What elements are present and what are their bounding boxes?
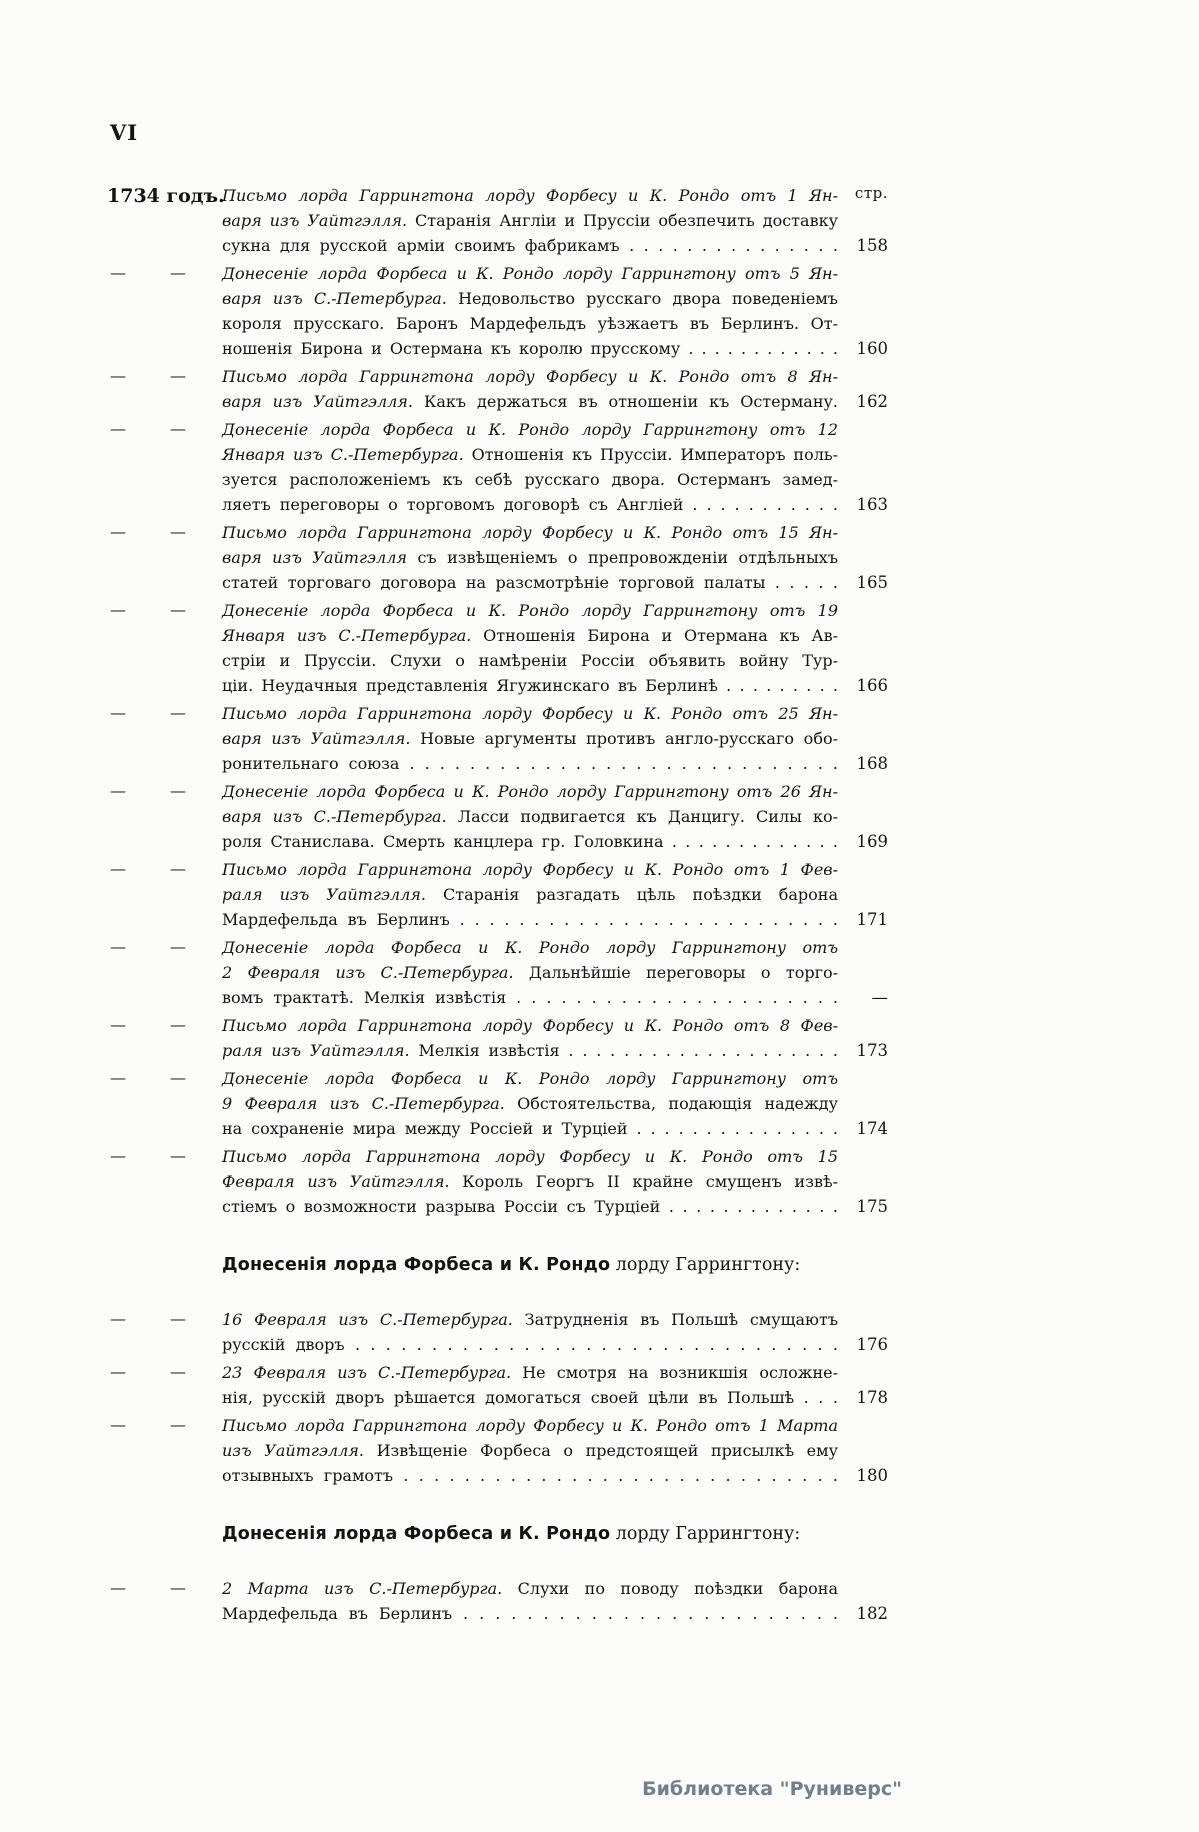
ditto-dash-icon: — (110, 937, 126, 956)
ditto-marks (107, 1578, 186, 1597)
entry-text (222, 1013, 838, 1063)
entry-desc-run: Не смотря на возникшія осложне- (522, 1363, 838, 1382)
entry-line (222, 1332, 838, 1357)
entry-line (222, 1091, 838, 1116)
entry-title-run: изъ Уайтгэлля. (222, 1441, 377, 1460)
entry-title-run: Февраля изъ Уайтгэлля. (222, 1172, 463, 1191)
entry-text (222, 857, 838, 932)
toc-entry (107, 1307, 888, 1357)
ditto-dash-icon: — (170, 703, 186, 722)
ditto-dash-icon: — (110, 1362, 126, 1381)
entry-desc-run: Слухи по поводу поѣздки барона (517, 1579, 838, 1598)
ditto-marks (107, 1068, 186, 1087)
entry-title-run: 2 Марта изъ С.-Петербурга. (222, 1579, 518, 1598)
entry-text (222, 701, 838, 776)
entry-desc-run: Отношенія къ Пруссіи. Императоръ поль- (471, 445, 839, 464)
entry-marker (107, 1013, 222, 1034)
entry-text (222, 1576, 838, 1626)
entry-title-run: Донесеніе лорда Форбеса и К. Рондо лорду Гаррингтону отъ 12 (222, 420, 838, 439)
ditto-dash-icon: — (170, 366, 186, 385)
entry-marker (107, 1576, 222, 1597)
toc-entry (107, 261, 888, 361)
entry-line (222, 1066, 838, 1091)
toc-items (107, 183, 888, 1626)
ditto-dash-icon: — (110, 366, 126, 385)
entry-line (222, 570, 838, 595)
entry-marker (107, 1413, 222, 1434)
heading-indent (107, 1522, 222, 1524)
entry-text (222, 1144, 838, 1219)
entry-line (222, 233, 838, 258)
entry-line (222, 1169, 838, 1194)
entry-text (222, 520, 838, 595)
entry-desc-run: Мардефельда въ Берлинъ . . . . . . . . . . . . . . . . . . . . . . . . (222, 1604, 838, 1623)
entry-text (222, 1307, 838, 1357)
entry-title-run: Января изъ С.-Петербурга. (222, 626, 484, 645)
entry-text (222, 1413, 838, 1488)
entry-desc-run: русскій дворъ . . . . . . . . . . . . . . . . . . . . . . . . . . . . . . . . (222, 1335, 838, 1354)
section-heading-bold: Донесенія лорда Форбеса и К. Рондо (222, 1255, 611, 1275)
ditto-dash-icon: — (170, 781, 186, 800)
entry-line (222, 907, 838, 932)
entry-line (222, 804, 838, 829)
entry-line (222, 286, 838, 311)
page-number: 176 (856, 1335, 888, 1354)
toc-entry (107, 417, 888, 517)
entry-desc-run: Старанія разгадать цѣль поѣздки барона (443, 885, 838, 904)
page-number: 166 (856, 676, 888, 695)
entry-line (222, 1576, 838, 1601)
ditto-dash-icon: — (110, 703, 126, 722)
ditto-dash-icon: — (170, 937, 186, 956)
section-heading (107, 1522, 888, 1546)
entry-line (222, 467, 838, 492)
entry-desc-run: Дальнѣйшіе переговоры о торго- (528, 963, 838, 982)
toc-entry (107, 701, 888, 776)
entry-desc-run: Король Георгъ II крайне смущенъ извѣ- (462, 1172, 839, 1191)
entry-desc-run: отзывныхъ грамотъ . . . . . . . . . . . . . . . . . . . . . . . . . . . . . (222, 1466, 838, 1485)
ditto-dash-icon: — (110, 781, 126, 800)
page-number: — (871, 988, 888, 1007)
heading-indent (107, 1253, 222, 1255)
ditto-marks (107, 703, 186, 722)
page-number: 171 (856, 910, 888, 929)
ditto-marks (107, 1362, 186, 1381)
entry-desc-run: на сохраненіе мира между Россіей и Турціей . . . . . . . . . . . . . . . (222, 1119, 838, 1138)
folio-label: VI (110, 120, 139, 145)
entry-title-run: 16 Февраля изъ С.-Петербурга. (222, 1310, 525, 1329)
entry-text (222, 364, 838, 414)
entry-desc-run: сукна для русской арміи своимъ фабрикамъ . . . . . . . . . . . . . . . (222, 236, 838, 255)
page-number: 163 (856, 495, 888, 514)
ditto-dash-icon: — (170, 600, 186, 619)
page-number: 175 (856, 1197, 888, 1216)
entry-desc-run: Старанія Англіи и Пруссіи обезпечить доставку (415, 211, 838, 230)
entry-line (222, 1413, 838, 1438)
footer-credit: Библиотека "Руниверс" (642, 1778, 902, 1800)
toc-entry (107, 1144, 888, 1219)
entry-title-run: 23 Февраля изъ С.-Петербурга. (222, 1363, 523, 1382)
entry-desc-run: нія, русскій дворъ рѣшается домогаться своей цѣли въ Польшѣ . . . (222, 1388, 838, 1407)
ditto-dash-icon: — (110, 1015, 126, 1034)
toc-entry (107, 1413, 888, 1488)
entry-desc-run: статей торговаго договора на разсмотрѣніе торговой палаты . . . . . (222, 573, 838, 592)
entry-line (222, 1601, 838, 1626)
page-number: 169 (856, 832, 888, 851)
entry-title-run: Письмо лорда Гаррингтона лорду Форбесу и К. Рондо отъ 15 (222, 1147, 838, 1166)
entry-desc-run: короля прусскаго. Баронъ Мардефельдъ уѣзжаетъ въ Берлинъ. От- (222, 314, 838, 333)
entry-text (222, 1066, 838, 1141)
page-number: 168 (856, 754, 888, 773)
entry-desc-run: съ извѣщеніемъ о препровожденіи отдѣльныхъ (417, 548, 838, 567)
entry-title-run: Письмо лорда Гаррингтона лорду Форбесу и К. Рондо отъ 25 Ян- (222, 704, 838, 723)
ditto-marks (107, 419, 186, 438)
toc-entry (107, 183, 888, 258)
page-number: 160 (856, 339, 888, 358)
entry-desc-run: Ласси подвигается къ Данцигу. Силы ко- (457, 807, 838, 826)
entry-line (222, 545, 838, 570)
ditto-marks (107, 1309, 186, 1328)
toc-entry (107, 1013, 888, 1063)
entry-marker (107, 364, 222, 385)
entry-text (222, 779, 838, 854)
ditto-marks (107, 366, 186, 385)
entry-line (222, 364, 838, 389)
ditto-marks (107, 522, 186, 541)
ditto-dash-icon: — (110, 1578, 126, 1597)
entry-line (222, 673, 838, 698)
section-heading-bold: Донесенія лорда Форбеса и К. Рондо (222, 1524, 611, 1544)
entry-title-run: Донесеніе лорда Форбеса и К. Рондо лорду Гаррингтону отъ (222, 1069, 838, 1088)
ditto-dash-icon: — (170, 263, 186, 282)
toc-entry (107, 1576, 888, 1626)
entry-line (222, 1307, 838, 1332)
ditto-marks (107, 1146, 186, 1165)
entry-title-run: Донесеніе лорда Форбеса и К. Рондо лорду Гаррингтону отъ 26 Ян- (222, 782, 838, 801)
entry-line (222, 1038, 838, 1063)
entry-line (222, 208, 838, 233)
entry-line (222, 1013, 838, 1038)
entry-line (222, 1360, 838, 1385)
page-number: 165 (856, 573, 888, 592)
toc-entry (107, 1066, 888, 1141)
ditto-dash-icon: — (170, 1415, 186, 1434)
entry-title-run: варя изъ Уайтгэлля. (222, 392, 424, 411)
entry-marker (107, 779, 222, 800)
entry-line (222, 623, 838, 648)
entry-line (222, 311, 838, 336)
ditto-dash-icon: — (110, 1309, 126, 1328)
ditto-dash-icon: — (110, 600, 126, 619)
entry-title-run: раля изъ Уайтгэлля. (222, 1041, 419, 1060)
section-heading-rest: лорду Гаррингтону: (610, 1524, 801, 1544)
entry-text (222, 183, 838, 258)
entry-desc-run: Обстоятельства, подающія надежду (517, 1094, 839, 1113)
section-heading-rest: лорду Гаррингтону: (610, 1255, 801, 1275)
ditto-dash-icon: — (110, 1068, 126, 1087)
entry-marker (107, 598, 222, 619)
entry-title-run: Письмо лорда Гаррингтона лорду Форбесу и К. Рондо отъ 1 Марта (222, 1416, 838, 1435)
entry-line (222, 442, 838, 467)
section-heading-text (222, 1253, 800, 1277)
entry-marker (107, 261, 222, 282)
entry-line (222, 751, 838, 776)
entry-title-run: 2 Февраля изъ С.-Петербурга. (222, 963, 529, 982)
toc-entry (107, 520, 888, 595)
entry-title-run: 9 Февраля изъ С.-Петербурга. (222, 1094, 518, 1113)
entry-desc-run: ронительнаго союза . . . . . . . . . . . . . . . . . . . . . . . . . . . . . (222, 754, 838, 773)
entry-desc-run: зуется расположеніемъ къ себѣ русскаго двора. Остерманъ замед- (222, 470, 838, 489)
page-number: 173 (856, 1041, 888, 1060)
entry-line (222, 1438, 838, 1463)
entry-line (222, 520, 838, 545)
entry-marker (107, 857, 222, 878)
ditto-marks (107, 937, 186, 956)
entry-line (222, 1144, 838, 1169)
entry-line (222, 985, 838, 1010)
toc-entry (107, 364, 888, 414)
entry-desc-run: Новые аргументы противъ англо-русскаго обо- (420, 729, 838, 748)
toc-entry (107, 1360, 888, 1410)
entry-title-run: Донесеніе лорда Форбеса и К. Рондо лорду Гаррингтону отъ (222, 938, 838, 957)
entry-line (222, 935, 838, 960)
entry-line (222, 598, 838, 623)
entry-line (222, 857, 838, 882)
section-heading-text (222, 1522, 800, 1546)
ditto-marks (107, 1015, 186, 1034)
entry-line (222, 779, 838, 804)
toc-entry (107, 779, 888, 854)
toc-entry (107, 857, 888, 932)
entry-marker (107, 935, 222, 956)
entry-marker (107, 520, 222, 541)
entry-title-run: Января изъ С.-Петербурга. (222, 445, 472, 464)
ditto-dash-icon: — (110, 859, 126, 878)
entry-desc-run: ціи. Неудачныя представленія Ягужинскаго въ Берлинѣ . . . . . . . . . (222, 676, 838, 695)
ditto-dash-icon: — (170, 1068, 186, 1087)
entry-title-run: Письмо лорда Гаррингтона лорду Форбесу и К. Рондо отъ 15 Ян- (222, 523, 838, 542)
ditto-dash-icon: — (170, 1309, 186, 1328)
entry-title-run: Письмо лорда Гаррингтона лорду Форбесу и К. Рондо отъ 1 Фев- (222, 860, 838, 879)
entry-title-run: варя изъ С.-Петербурга. (222, 289, 459, 308)
ditto-marks (107, 1415, 186, 1434)
entry-marker (107, 701, 222, 722)
ditto-dash-icon: — (110, 419, 126, 438)
ditto-dash-icon: — (110, 263, 126, 282)
entry-title-run: варя изъ Уайтгэлля. (222, 729, 421, 748)
entry-title-run: Донесеніе лорда Форбеса и К. Рондо лорду Гаррингтону отъ 19 (222, 601, 838, 620)
entry-line (222, 701, 838, 726)
page-number: 174 (856, 1119, 888, 1138)
year-label: 1734 годъ. (107, 185, 225, 207)
entry-line (222, 882, 838, 907)
page-number: 180 (856, 1466, 888, 1485)
entry-title-run: раля изъ Уайтгэлля. (222, 885, 443, 904)
entry-title-run: варя изъ Уайтгэлля (222, 548, 418, 567)
entry-title-run: Донесеніе лорда Форбеса и К. Рондо лорду Гаррингтону отъ 5 Ян- (222, 264, 838, 283)
entry-marker (107, 1307, 222, 1328)
ditto-marks (107, 600, 186, 619)
entry-title-run: варя изъ С.-Петербурга. (222, 807, 458, 826)
entry-marker (107, 1066, 222, 1087)
entry-text (222, 1360, 838, 1410)
entry-desc-run: стріи и Пруссіи. Слухи о намѣреніи Россіи объявить войну Тур- (222, 651, 838, 670)
entry-line (222, 1194, 838, 1219)
entry-title-run: Письмо лорда Гаррингтона лорду Форбесу и К. Рондо отъ 1 Ян- (222, 186, 838, 205)
entry-desc-run: стіемъ о возможности разрыва Россіи съ Турціей . . . . . . . . . . . . . (222, 1197, 838, 1216)
toc-entry (107, 598, 888, 698)
entry-desc-run: Затрудненія въ Польшѣ смущаютъ (524, 1310, 839, 1329)
page-number: 162 (856, 392, 888, 411)
section-heading (107, 1253, 888, 1277)
ditto-dash-icon: — (170, 1578, 186, 1597)
ditto-dash-icon: — (170, 859, 186, 878)
entry-text (222, 935, 838, 1010)
entry-desc-run: ношенія Бирона и Остермана къ королю прусскому . . . . . . . . . . . . (222, 339, 838, 358)
entry-desc-run: Мелкія извѣстія . . . . . . . . . . . . . . . . . . . . (418, 1041, 838, 1060)
entry-line (222, 261, 838, 286)
table-of-contents (107, 183, 888, 1629)
page-number: 158 (856, 236, 888, 255)
entry-text (222, 261, 838, 361)
entry-desc-run: Недовольство русскаго двора поведеніемъ (458, 289, 838, 308)
ditto-dash-icon: — (170, 522, 186, 541)
entry-desc-run: Какъ держаться въ отношеніи къ Остерману. (423, 392, 838, 411)
entry-desc-run: Извѣщеніе Форбеса о предстоящей присылкѣ ему (376, 1441, 839, 1460)
ditto-marks (107, 859, 186, 878)
ditto-dash-icon: — (170, 1362, 186, 1381)
entry-line (222, 648, 838, 673)
entry-line (222, 417, 838, 442)
entry-title-run: Письмо лорда Гаррингтона лорду Форбесу и К. Рондо отъ 8 Ян- (222, 367, 838, 386)
entry-marker (107, 417, 222, 438)
entry-line (222, 960, 838, 985)
entry-desc-run: роля Станислава. Смерть канцлера гр. Головкина . . . . . . . . . . . . . (222, 832, 838, 851)
entry-marker (107, 183, 225, 207)
entry-marker (107, 1360, 222, 1381)
ditto-dash-icon: — (170, 419, 186, 438)
entry-text (222, 598, 838, 698)
entry-line (222, 1463, 838, 1488)
ditto-dash-icon: — (170, 1015, 186, 1034)
entry-desc-run: ляетъ переговоры о торговомъ договорѣ съ Англіей . . . . . . . . . . . (222, 495, 838, 514)
entry-line (222, 492, 838, 517)
ditto-marks (107, 263, 186, 282)
entry-line (222, 829, 838, 854)
entry-desc-run: Мардефельда въ Берлинъ . . . . . . . . . . . . . . . . . . . . . . . . . . (222, 910, 838, 929)
entry-desc-run: вомъ трактатѣ. Мелкія извѣстія . . . . . . . . . . . . . . . . . . . . . . (222, 988, 838, 1007)
entry-line (222, 389, 838, 414)
entry-desc-run: Отношенія Бирона и Отермана къ Ав- (483, 626, 839, 645)
entry-line (222, 726, 838, 751)
entry-title-run: Письмо лорда Гаррингтона лорду Форбесу и К. Рондо отъ 8 Фев- (222, 1016, 838, 1035)
entry-marker (107, 1144, 222, 1165)
entry-line (222, 1116, 838, 1141)
ditto-marks (107, 781, 186, 800)
ditto-dash-icon: — (110, 522, 126, 541)
entry-line (222, 1385, 838, 1410)
entry-line (222, 336, 838, 361)
page-column-header: стр. (854, 184, 888, 202)
page-number: 178 (856, 1388, 888, 1407)
toc-entry (107, 935, 888, 1010)
ditto-dash-icon: — (110, 1146, 126, 1165)
entry-line (222, 183, 838, 208)
ditto-dash-icon: — (110, 1415, 126, 1434)
entry-title-run: варя изъ Уайтгэлля. (222, 211, 416, 230)
entry-text (222, 417, 838, 517)
ditto-dash-icon: — (170, 1146, 186, 1165)
page-number: 182 (856, 1604, 888, 1623)
